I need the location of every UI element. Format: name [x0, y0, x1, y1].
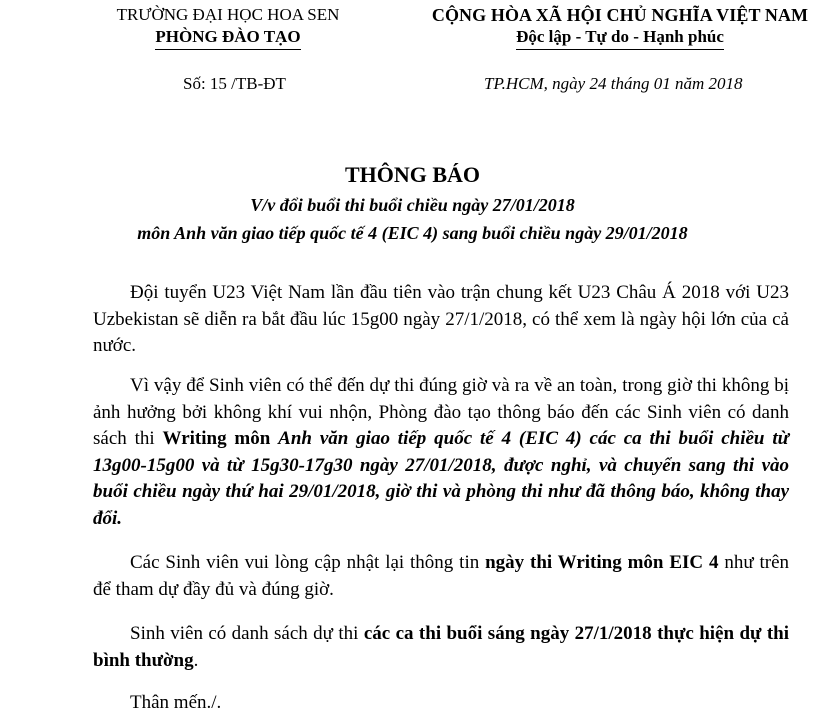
paragraph-4 [93, 621, 789, 674]
issuer-header [78, 4, 378, 50]
paragraph-2-bold-italic: Anh văn giao tiếp quốc tế 4 (EIC 4) các ca thi buổi chiều từ 13g00-15g00 và từ 15g30-17g30 ngày 27/01/2018, được nghỉ, và chuyển sang thi vào buổi chiều ngày thứ hai 29/01/2018, giờ thi và phòng thi như đã thông báo, không thay đổi. [93, 428, 789, 529]
country-name: CỘNG HÒA XÃ HỘI CHỦ NGHĨA VIỆT NAM [431, 5, 809, 25]
national-header [425, 4, 815, 50]
paragraph-1: Đội tuyển U23 Việt Nam lần đầu tiên vào trận chung kết U23 Châu Á 2018 với U23 Uzbekistan sẽ diễn ra bắt đầu lúc 15g00 ngày 27/1/2018, có thể xem là ngày hội lớn của cả nước. [93, 282, 789, 356]
paragraph-4-text: Sinh viên có danh sách dự thi [130, 623, 364, 644]
closing-line: Thân mến./. [130, 692, 222, 713]
paragraph-2-text: Vì vậy để Sinh viên có thể đến dự thi đúng giờ và ra về an toàn, trong giờ thi không bị ảnh hưởng bởi không khí vui nhộn, Phòng đào tạo thông báo đến các Sinh viên có danh sách thi [93, 375, 789, 449]
document-date: TP.HCM, ngày 24 tháng 01 năm 2018 [484, 74, 743, 93]
national-motto: Độc lập - Tự do - Hạnh phúc [516, 26, 724, 50]
paragraph-3-bold: ngày thi Writing môn EIC 4 [485, 552, 719, 573]
document-title: THÔNG BÁO [344, 162, 481, 187]
paragraph-2-bold: Writing môn [162, 428, 279, 449]
document-number: Số: 15 /TB-ĐT [183, 74, 286, 93]
paragraph-3-text: Các Sinh viên vui lòng cập nhật lại thông tin [130, 552, 486, 573]
paragraph-3 [93, 550, 789, 603]
paragraph-2 [93, 373, 789, 532]
paragraph-4-bold: các ca thi buổi sáng ngày 27/1/2018 thực hiện dự thi bình thường [93, 623, 789, 671]
paragraph-3-text-end: như trên để tham dự đầy đủ và đúng giờ. [93, 552, 790, 600]
university-name: TRƯỜNG ĐẠI HỌC HOA SEN [116, 5, 340, 24]
subject-line-2: môn Anh văn giao tiếp quốc tế 4 (EIC 4) sang buổi chiều ngày 29/01/2018 [137, 223, 688, 243]
department-name: PHÒNG ĐÀO TẠO [155, 26, 300, 50]
paragraph-4-text-end: . [193, 649, 199, 671]
subject-line-1: V/v đổi buổi thi buổi chiều ngày 27/01/2018 [250, 195, 575, 215]
